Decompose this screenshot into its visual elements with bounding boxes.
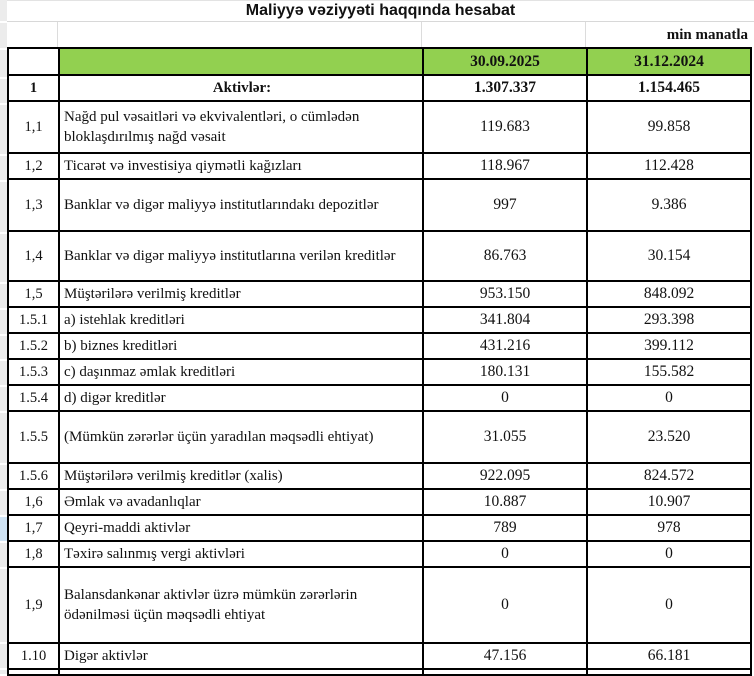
row-label-cell[interactable]: Banklar və digər maliyyə institutlarındakı depozitlər bbox=[60, 180, 424, 232]
row-gutter-segment-highlighted[interactable] bbox=[0, 517, 7, 543]
value-prior-cell[interactable]: 848.092 bbox=[588, 282, 752, 308]
row-label-cell[interactable]: (Mümkün zərərlər üçün yaradılan məqsədli ehtiyat) bbox=[60, 412, 424, 464]
row-label-cell[interactable]: Təxirə salınmış vergi aktivləri bbox=[60, 542, 424, 568]
table-row bbox=[9, 542, 752, 568]
row-gutter bbox=[0, 0, 7, 676]
row-gutter-segment[interactable] bbox=[0, 234, 7, 284]
header-label-cell[interactable] bbox=[60, 49, 424, 76]
value-prior-cell[interactable] bbox=[588, 670, 752, 676]
row-gutter-segment[interactable] bbox=[0, 310, 7, 336]
row-number-cell[interactable]: 1.5.4 bbox=[9, 386, 60, 412]
row-label-cell[interactable]: Nağd pul vəsaitləri və ekvivalentləri, o cümlədən bloklaşdırılmış nağd vəsait bbox=[60, 102, 424, 154]
row-number-cell[interactable]: 1,2 bbox=[9, 154, 60, 180]
unit-row bbox=[7, 22, 754, 47]
value-current-cell[interactable]: 0 bbox=[424, 386, 588, 412]
row-gutter-segment[interactable] bbox=[0, 50, 7, 79]
row-label-cell[interactable]: Aktivlər: bbox=[60, 76, 424, 102]
row-gutter-segment[interactable] bbox=[0, 569, 7, 645]
value-prior-cell[interactable]: 99.858 bbox=[588, 102, 752, 154]
row-gutter-segment[interactable] bbox=[0, 182, 7, 234]
row-gutter-segment[interactable] bbox=[0, 413, 7, 465]
row-label-cell[interactable]: Banklar və digər maliyyə institutlarına verilən kreditlər bbox=[60, 232, 424, 282]
row-gutter-segment[interactable] bbox=[0, 23, 7, 50]
row-gutter-segment[interactable] bbox=[0, 336, 7, 362]
value-current-cell[interactable]: 1.307.337 bbox=[424, 76, 588, 102]
row-gutter-segment[interactable] bbox=[0, 0, 7, 23]
unit-label: min manatla bbox=[666, 27, 748, 43]
value-current-cell[interactable]: 0 bbox=[424, 568, 588, 644]
value-current-cell[interactable]: 341.804 bbox=[424, 308, 588, 334]
table-row bbox=[9, 644, 752, 670]
value-current-cell[interactable]: 119.683 bbox=[424, 102, 588, 154]
value-prior-cell[interactable]: 10.907 bbox=[588, 490, 752, 516]
row-number-cell[interactable]: 1 bbox=[9, 76, 60, 102]
value-current-cell[interactable]: 922.095 bbox=[424, 464, 588, 490]
value-prior-cell[interactable]: 23.520 bbox=[588, 412, 752, 464]
table-row bbox=[9, 490, 752, 516]
value-prior-cell[interactable]: 9.386 bbox=[588, 180, 752, 232]
row-number-cell[interactable]: 1.5.2 bbox=[9, 334, 60, 360]
table-row bbox=[9, 282, 752, 308]
value-prior-cell[interactable]: 978 bbox=[588, 516, 752, 542]
value-prior-cell[interactable]: 30.154 bbox=[588, 232, 752, 282]
table-row bbox=[9, 568, 752, 644]
report-area bbox=[7, 0, 754, 676]
row-number-cell[interactable]: 1,9 bbox=[9, 568, 60, 644]
row-number-cell[interactable]: 1,3 bbox=[9, 180, 60, 232]
row-number-cell[interactable]: 1.10 bbox=[9, 644, 60, 670]
row-number-cell[interactable]: 1,7 bbox=[9, 516, 60, 542]
row-number-cell[interactable]: 1.5.6 bbox=[9, 464, 60, 490]
row-label-cell[interactable]: Ticarət və investisiya qiymətli kağızları bbox=[60, 154, 424, 180]
value-current-cell[interactable] bbox=[424, 670, 588, 676]
table-row bbox=[9, 386, 752, 412]
row-label-cell[interactable]: b) biznes kreditləri bbox=[60, 334, 424, 360]
row-gutter-segment[interactable] bbox=[0, 465, 7, 491]
value-prior-cell[interactable]: 0 bbox=[588, 568, 752, 644]
table-row bbox=[9, 232, 752, 282]
row-gutter-segment[interactable] bbox=[0, 543, 7, 569]
row-gutter-segment[interactable] bbox=[0, 670, 7, 676]
value-current-cell[interactable]: 953.150 bbox=[424, 282, 588, 308]
date-column-header[interactable]: 30.09.2025 bbox=[424, 49, 588, 76]
financial-position-table bbox=[7, 47, 752, 676]
row-number-cell[interactable]: 1,1 bbox=[9, 102, 60, 154]
row-gutter-segment[interactable] bbox=[0, 156, 7, 182]
row-label-cell[interactable]: Digər aktivlər bbox=[60, 644, 424, 670]
title-row bbox=[7, 0, 754, 22]
row-label-cell[interactable]: Müştərilərə verilmiş kreditlər (xalis) bbox=[60, 464, 424, 490]
row-label-cell[interactable]: a) istehlak kreditləri bbox=[60, 308, 424, 334]
table-row bbox=[9, 76, 752, 102]
row-number-cell[interactable]: 1,5 bbox=[9, 282, 60, 308]
table-row bbox=[9, 412, 752, 464]
row-number-cell[interactable]: 1,8 bbox=[9, 542, 60, 568]
table-row bbox=[9, 154, 752, 180]
unit-row-spacer bbox=[7, 22, 58, 47]
header-corner-cell[interactable] bbox=[9, 49, 60, 76]
row-gutter-segment[interactable] bbox=[0, 79, 7, 105]
value-prior-cell[interactable]: 824.572 bbox=[588, 464, 752, 490]
table-row bbox=[9, 102, 752, 154]
unit-row-spacer bbox=[58, 22, 422, 47]
partial-next-row bbox=[9, 670, 752, 676]
row-gutter-segment[interactable] bbox=[0, 387, 7, 413]
row-label-cell[interactable] bbox=[60, 670, 424, 676]
row-gutter-segment[interactable] bbox=[0, 361, 7, 387]
value-current-cell[interactable]: 31.055 bbox=[424, 412, 588, 464]
row-number-cell[interactable]: 1.5.1 bbox=[9, 308, 60, 334]
value-prior-cell[interactable]: 1.154.465 bbox=[588, 76, 752, 102]
value-prior-cell[interactable]: 155.582 bbox=[588, 360, 752, 386]
row-number-cell[interactable]: 1,4 bbox=[9, 232, 60, 282]
value-current-cell[interactable]: 0 bbox=[424, 542, 588, 568]
table-row bbox=[9, 334, 752, 360]
row-label-cell[interactable]: c) daşınmaz əmlak kreditləri bbox=[60, 360, 424, 386]
row-label-cell[interactable]: Qeyri-maddi aktivlər bbox=[60, 516, 424, 542]
row-label-cell[interactable]: Balansdankənar aktivlər üzrə mümkün zərərlərin ödənilməsi üçün məqsədli ehtiyat bbox=[60, 568, 424, 644]
row-gutter-segment[interactable] bbox=[0, 491, 7, 517]
value-current-cell[interactable]: 431.216 bbox=[424, 334, 588, 360]
row-gutter-segment[interactable] bbox=[0, 284, 7, 310]
date-header-row bbox=[9, 49, 752, 76]
value-current-cell[interactable]: 118.967 bbox=[424, 154, 588, 180]
row-label-cell[interactable]: Müştərilərə verilmiş kreditlər bbox=[60, 282, 424, 308]
table-row bbox=[9, 180, 752, 232]
value-current-cell[interactable]: 789 bbox=[424, 516, 588, 542]
row-gutter-segment[interactable] bbox=[0, 644, 7, 670]
unit-row-spacer bbox=[422, 22, 586, 47]
row-number-cell[interactable]: 1,6 bbox=[9, 490, 60, 516]
value-current-cell[interactable]: 180.131 bbox=[424, 360, 588, 386]
value-prior-cell[interactable]: 0 bbox=[588, 542, 752, 568]
row-label-cell[interactable]: Əmlak və avadanlıqlar bbox=[60, 490, 424, 516]
value-current-cell[interactable]: 47.156 bbox=[424, 644, 588, 670]
value-current-cell[interactable]: 997 bbox=[424, 180, 588, 232]
table-row bbox=[9, 516, 752, 542]
value-current-cell[interactable]: 86.763 bbox=[424, 232, 588, 282]
value-current-cell[interactable]: 10.887 bbox=[424, 490, 588, 516]
value-prior-cell[interactable]: 399.112 bbox=[588, 334, 752, 360]
row-number-cell[interactable] bbox=[9, 670, 60, 676]
row-gutter-segment[interactable] bbox=[0, 105, 7, 157]
report-title: Maliyyə vəziyyəti haqqında hesabat bbox=[245, 1, 516, 19]
date-column-header[interactable]: 31.12.2024 bbox=[588, 49, 752, 76]
row-number-cell[interactable]: 1.5.5 bbox=[9, 412, 60, 464]
value-prior-cell[interactable]: 66.181 bbox=[588, 644, 752, 670]
table-row bbox=[9, 464, 752, 490]
value-prior-cell[interactable]: 0 bbox=[588, 386, 752, 412]
value-prior-cell[interactable]: 293.398 bbox=[588, 308, 752, 334]
row-number-cell[interactable]: 1.5.3 bbox=[9, 360, 60, 386]
table-row bbox=[9, 308, 752, 334]
row-label-cell[interactable]: d) digər kreditlər bbox=[60, 386, 424, 412]
table-row bbox=[9, 360, 752, 386]
value-prior-cell[interactable]: 112.428 bbox=[588, 154, 752, 180]
